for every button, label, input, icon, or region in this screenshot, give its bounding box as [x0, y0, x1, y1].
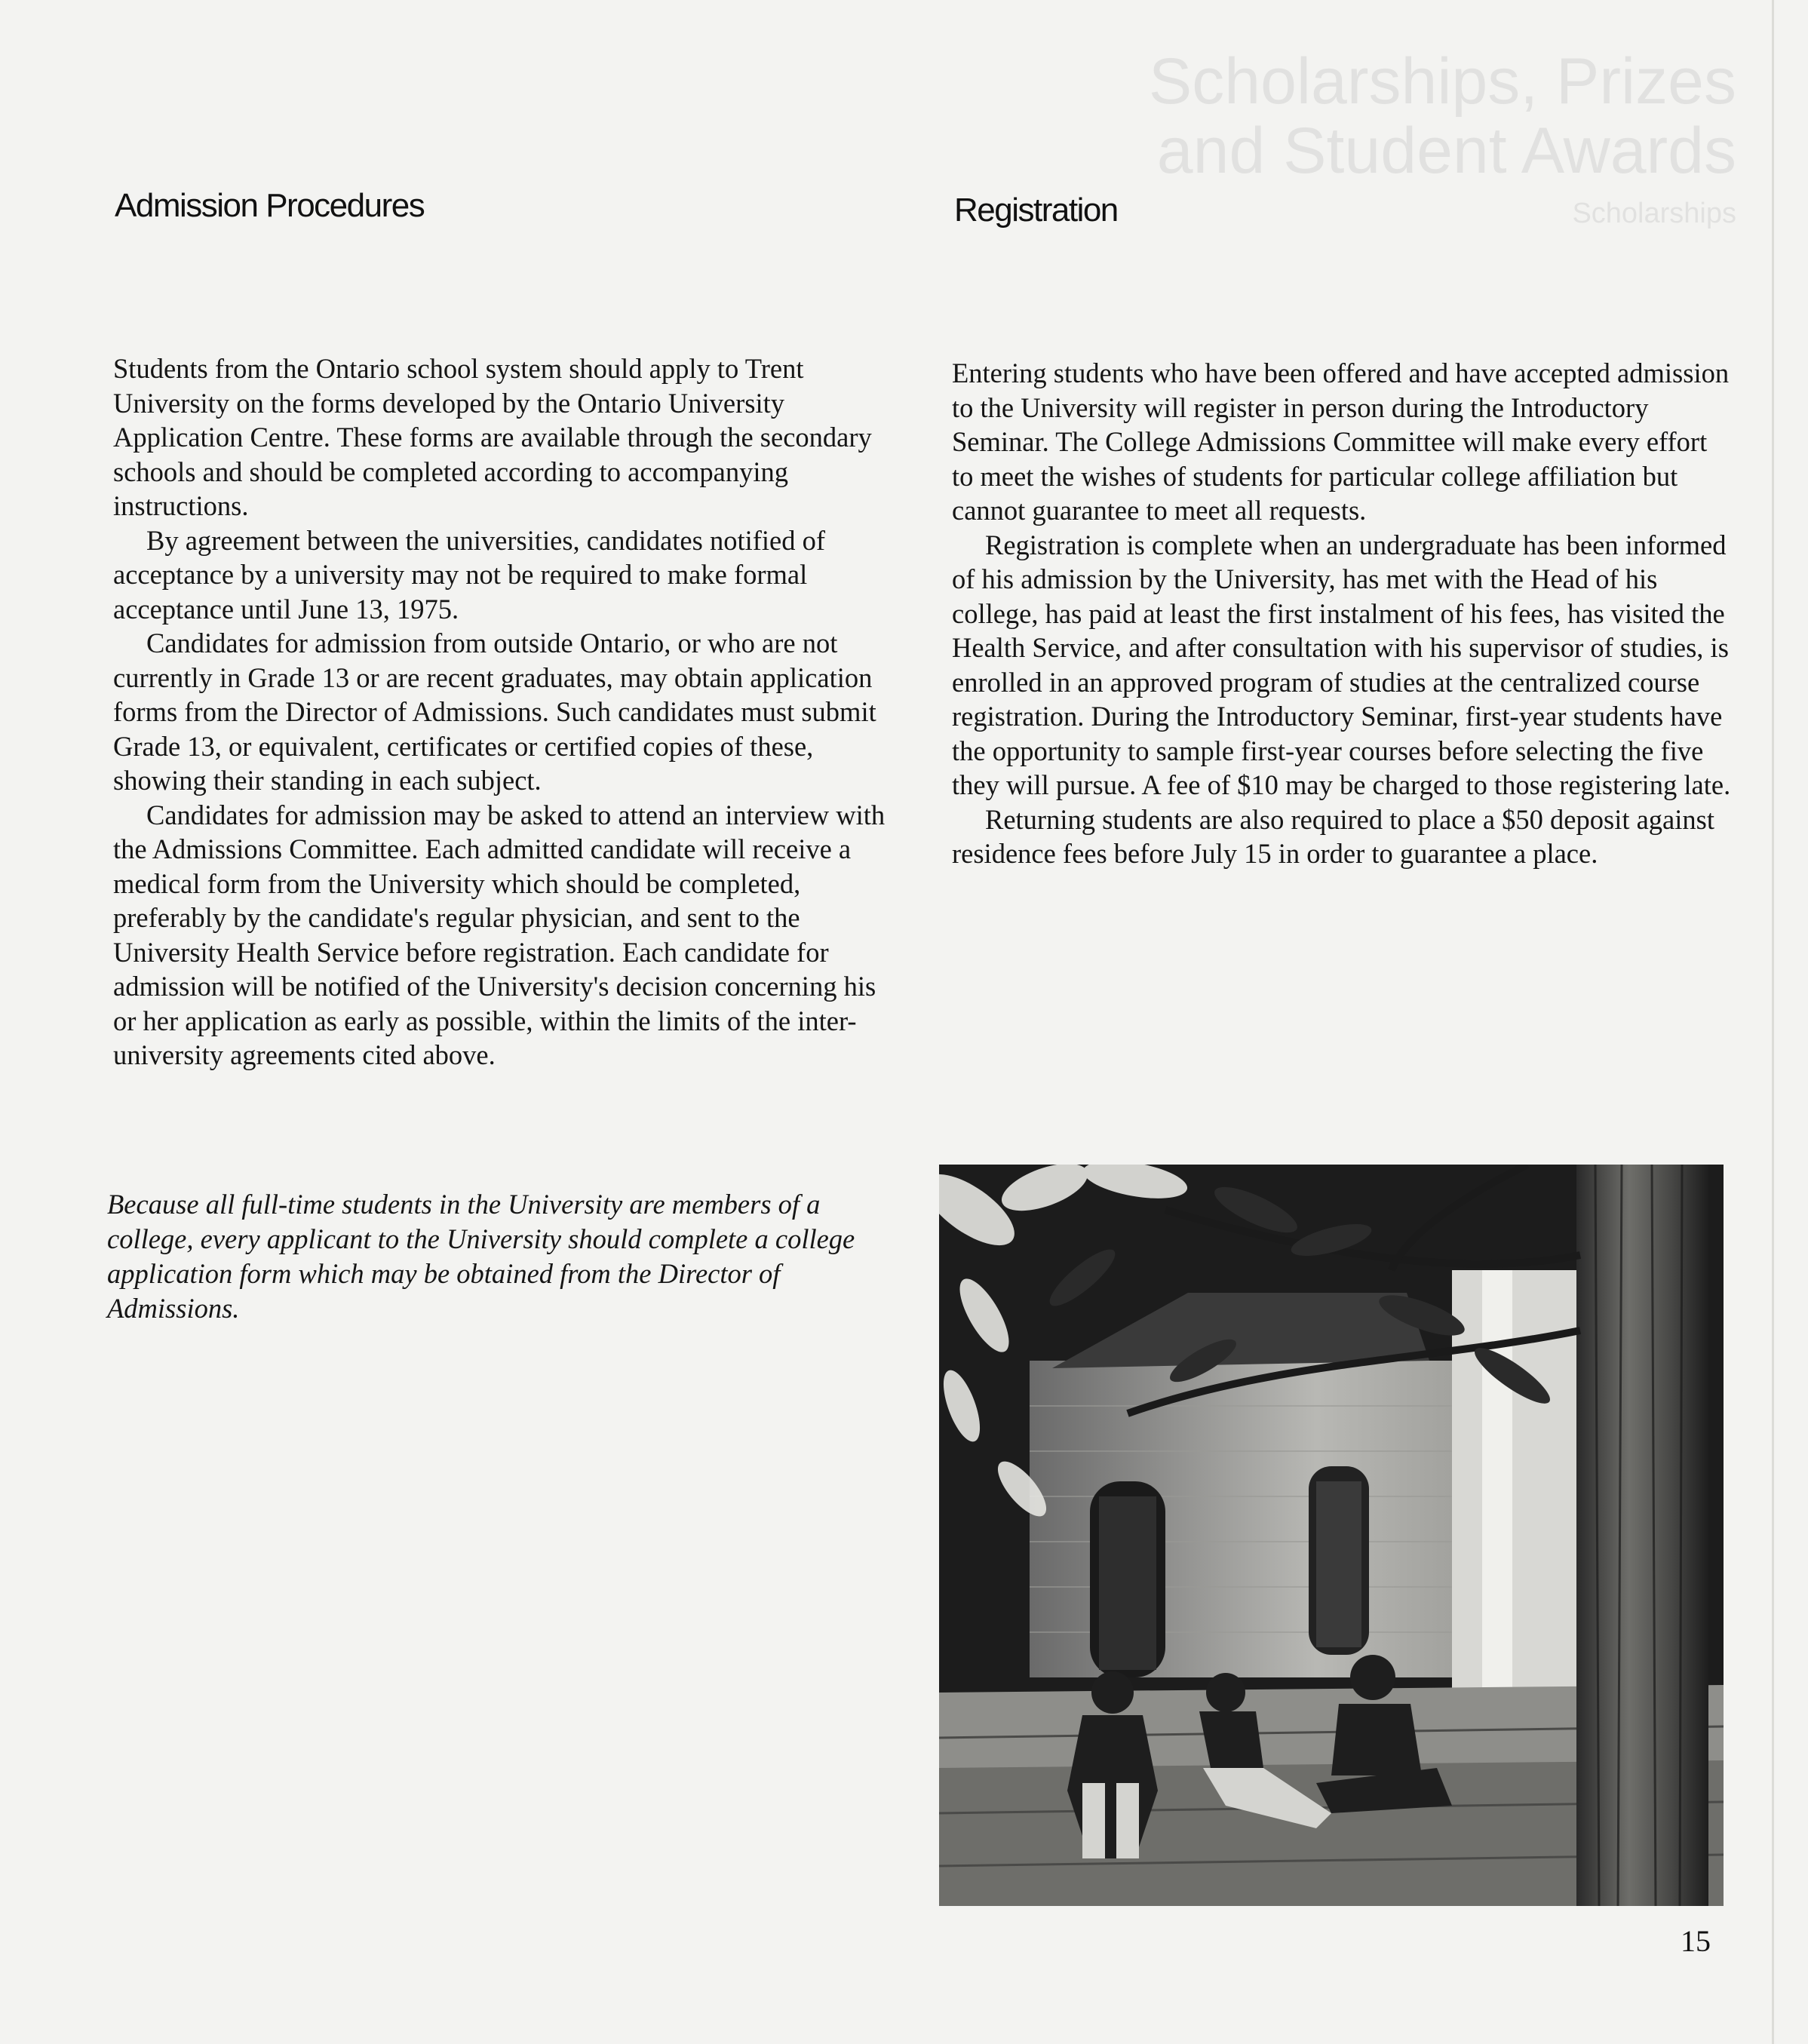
- students-courtyard-photo: [939, 1165, 1724, 1906]
- show-through-subheading: Scholarships: [1572, 198, 1736, 229]
- registration-paragraph: Registration is complete when an undergraduate has been informed of his admission by the University, has met with the Head of his college, has paid at least the first instalment of his fees, has visited the Health Service, and after consultation with his supervisor of studies, is enrolled in an approved program of studies at the centralized course registration. During the Introductory Seminar, first-year students have the opportunity to sample first-year courses before selecting the five they will pursue. A fee of $10 may be charged to those registering late.: [952, 529, 1731, 800]
- admission-paragraph: Candidates for admission may be asked to attend an interview with the Admissions Committee. Each admitted candidate will receive a medical form from the University which should be completed, preferably by the candidate's regular physician, and sent to the University Health Service before registration. Each candidate for admission will be notified of the University's decision concerning his or her application as early as possible, within the limits of the inter-university agreements cited above.: [113, 799, 886, 1070]
- registration-body: [952, 356, 1733, 871]
- show-through-heading: Scholarships, Prizes and Student Awards: [1148, 45, 1736, 187]
- admission-paragraph: Students from the Ontario school system should apply to Trent University on the forms developed by the Ontario University Application Centre. These forms are available through the secondary schools and should be completed according to accompanying instructions.: [113, 353, 872, 521]
- college-application-note: Because all full-time students in the University are members of a college, every applicant to the University should complete a college application form which may be obtained from the Director of Admissions.: [107, 1189, 855, 1324]
- registration-paragraph: Returning students are also required to place a $50 deposit against residence fees before July 15 in order to guarantee a place.: [952, 803, 1714, 869]
- page-edge: [1772, 0, 1774, 2044]
- registration-heading: Registration: [954, 192, 1118, 229]
- registration-paragraph: Entering students who have been offered and have accepted admission to the University will register in person during the Introductory Seminar. The College Admissions Committee will make every effort to meet the wishes of students for particular college affiliation but cannot guarantee to meet all requests.: [952, 358, 1730, 526]
- admission-paragraph: Candidates for admission from outside Ontario, or who are not currently in Grade 13 or are recent graduates, may obtain application forms from the Director of Admissions. Such candidates must submit Grade 13, or equivalent, certificates or certified copies of these, showing their standing in each subject.: [113, 628, 876, 796]
- admission-paragraph: By agreement between the universities, candidates notified of acceptance by a university may not be required to make formal acceptance until June 13, 1975.: [113, 524, 826, 625]
- admission-procedures-heading: Admission Procedures: [115, 187, 425, 224]
- admission-body: [113, 351, 898, 1073]
- page-number: 15: [1681, 1924, 1711, 1958]
